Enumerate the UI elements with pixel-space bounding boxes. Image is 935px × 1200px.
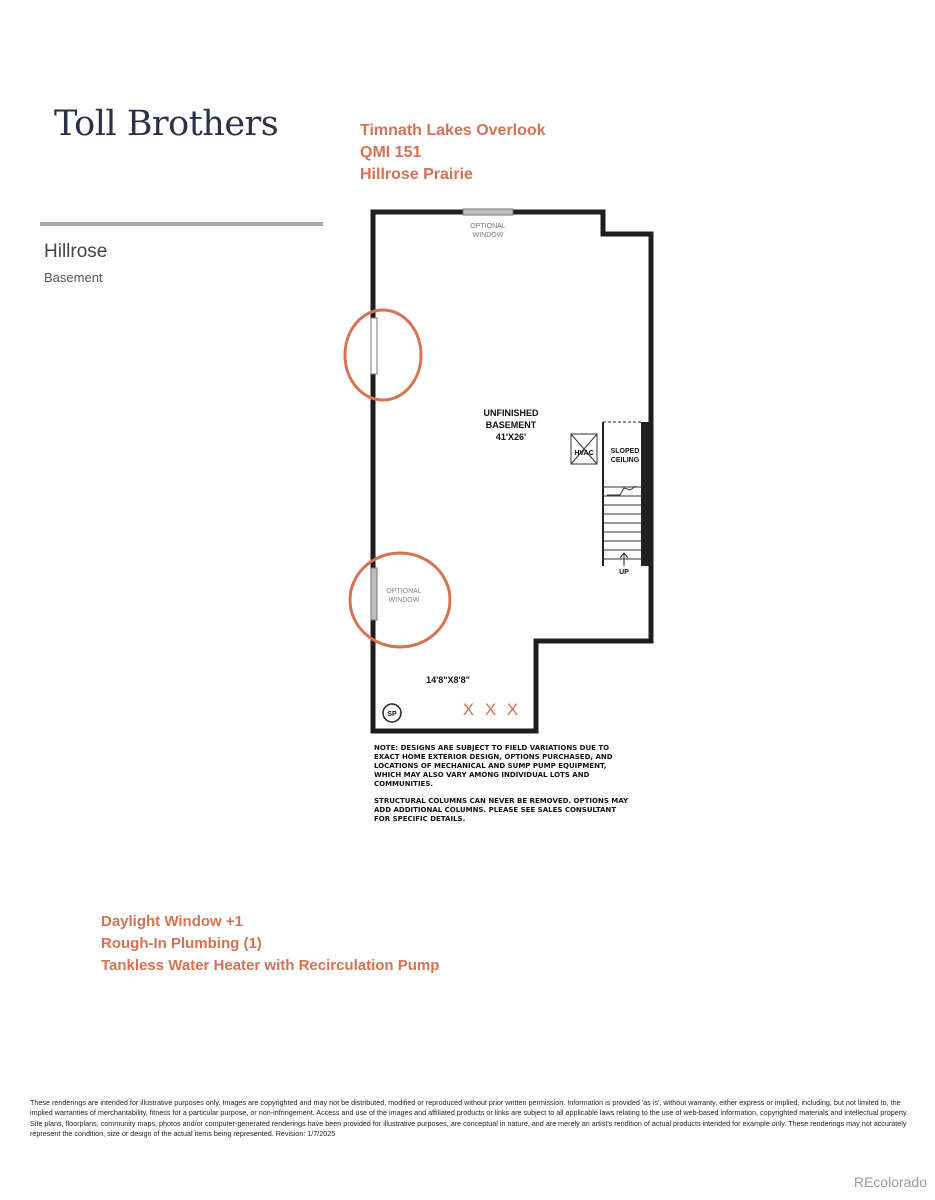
highlight-circle-daylight-window bbox=[345, 310, 421, 400]
home-series: Hillrose Prairie bbox=[360, 166, 473, 183]
alcove-dimension: 14'8"X8'8" bbox=[426, 675, 470, 685]
sloped-ceiling-line2: CEILING bbox=[610, 457, 640, 464]
plan-notes bbox=[374, 744, 634, 832]
optional-window-icon bbox=[371, 568, 377, 620]
side-window-label-line1: OPTIONAL bbox=[386, 588, 422, 595]
brand-logo: Toll Brothers bbox=[54, 104, 279, 144]
watermark: REcolorado bbox=[853, 1174, 927, 1190]
room-dimension: 41'X26' bbox=[495, 432, 527, 442]
note-paragraph: NOTE: DESIGNS ARE SUBJECT TO FIELD VARIATIONS DUE TO EXACT HOME EXTERIOR DESIGN, OPTIONS PURCHASED, AND LOCATIONS OF MECHANICAL AND SUMP PUMP EQUIPMENT, WHICH MAY ALSO VARY AMONG INDIVIDUAL LOTS AND COMMUNITIES. bbox=[374, 744, 613, 788]
option-item: Tankless Water Heater with Recirculation Pump bbox=[101, 957, 440, 974]
basement-walls bbox=[373, 212, 651, 731]
room-label-line1: UNFINISHED bbox=[483, 408, 539, 418]
hvac-label: HVAC bbox=[574, 450, 594, 457]
top-window-icon bbox=[463, 209, 513, 215]
note-paragraph: STRUCTURAL COLUMNS CAN NEVER BE REMOVED. OPTIONS MAY ADD ADDITIONAL COLUMNS. PLEASE SEE SALES CONSULTANT FOR SPECIFIC DETAILS. bbox=[374, 797, 629, 823]
sump-pump-label: SP bbox=[387, 711, 397, 718]
plan-name: Hillrose bbox=[44, 241, 108, 262]
community-name: Timnath Lakes Overlook bbox=[360, 122, 546, 139]
top-window-label-line2: WINDOW bbox=[472, 232, 504, 239]
side-window-label-line2: WINDOW bbox=[388, 597, 420, 604]
stairs-icon bbox=[603, 422, 649, 566]
stair-up-label: UP bbox=[619, 569, 629, 576]
top-window-label-line1: OPTIONAL bbox=[470, 223, 506, 230]
legal-disclaimer: These renderings are intended for illustrative purposes only. Images are copyrighted and may not be distributed, modified or reproduced without prior written permission. Information is provided 'as is', without warranty, either express or implied, including, but not limited to, the implied warranties of merchantability, fitness for a particular purpose, or non-infringement. Access and use of the images and affiliated products or links are subject to all applicable laws relating to the use of web-based information, copyrighted materials and intellectual property. Site plans, floorplans, community maps, photos and/or computer-generated renderings have been provided for illustrative purposes, are conceptual in nature, and are merely an artist's rendition of actual products intended for example only. These renderings may not accurately represent the condition, size or design of the actual items being represented. Revision: 1/7/2025 bbox=[30, 1098, 909, 1139]
option-item: Daylight Window +1 bbox=[101, 913, 243, 930]
hvac-icon bbox=[571, 434, 597, 464]
lot-number: QMI 151 bbox=[360, 144, 422, 161]
daylight-window-icon bbox=[371, 318, 377, 374]
option-item: Rough-In Plumbing (1) bbox=[101, 935, 262, 952]
plan-level: Basement bbox=[44, 270, 103, 285]
room-label-line2: BASEMENT bbox=[485, 420, 537, 430]
selected-options bbox=[101, 911, 439, 977]
sloped-ceiling-line1: SLOPED bbox=[610, 448, 640, 455]
plumbing-marks: X X X bbox=[462, 700, 522, 719]
